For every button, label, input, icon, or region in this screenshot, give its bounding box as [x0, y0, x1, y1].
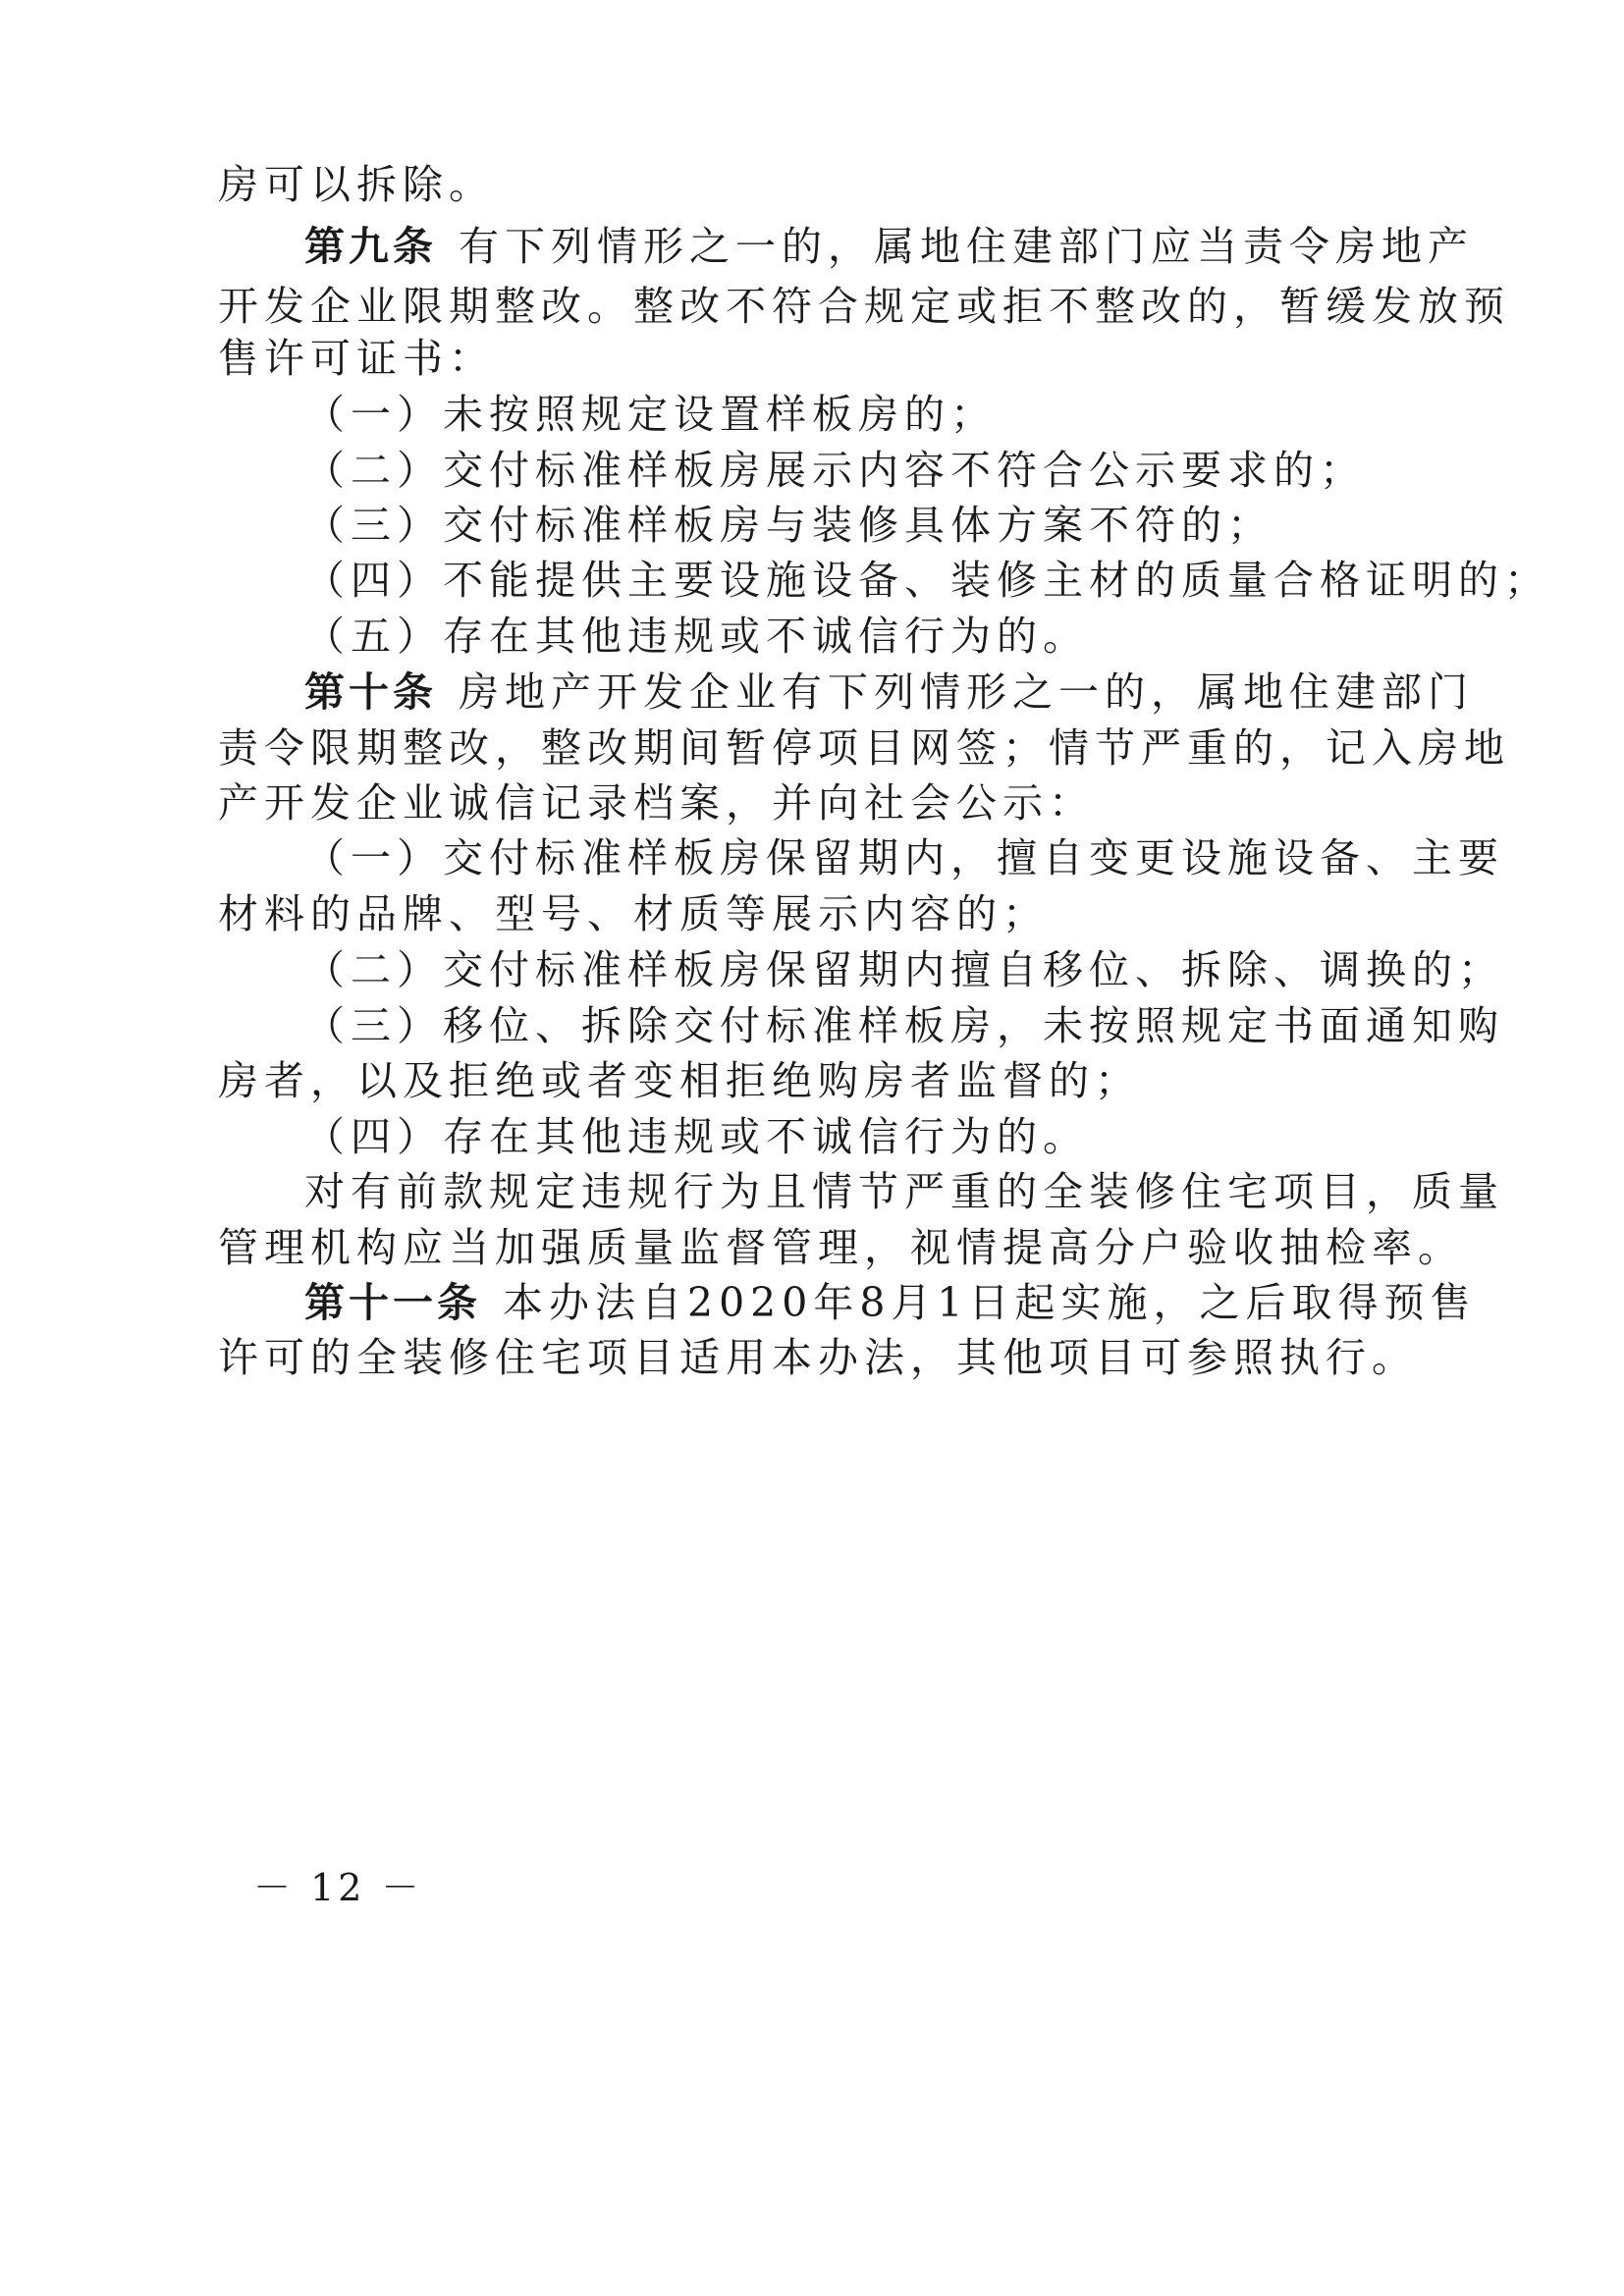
article-10-item-4: （四）存在其他违规或不诚信行为的。 [304, 1113, 1089, 1160]
article-10-line-3: 产开发企业诚信记录档案，并向社会公示： [218, 779, 1095, 827]
article-9-item-3: （三）交付标准样板房与装修具体方案不符的； [304, 502, 1273, 549]
article-10-item-2: （二）交付标准样板房保留期内擅自移位、拆除、调换的； [304, 946, 1504, 993]
article-10-line-2: 责令限期整改，整改期间暂停项目网签；情节严重的，记入房地 [218, 724, 1510, 772]
article-9-item-5: （五）存在其他违规或不诚信行为的。 [304, 613, 1089, 660]
article-11-heading: 第十一条 [304, 1279, 481, 1326]
page-number: － 12 － [253, 1866, 423, 1909]
article-11-line-1 [304, 1278, 1477, 1327]
article-10-heading: 第十条 [304, 668, 437, 716]
article-11-line-2: 许可的全装修住宅项目适用本办法，其他项目可参照执行。 [218, 1334, 1418, 1381]
article-9-line-2: 开发企业限期整改。整改不符合规定或拒不整改的，暂缓发放预 [218, 283, 1510, 330]
article-9-heading: 第九条 [304, 223, 437, 270]
article-10-item-1-line-2: 材料的品牌、型号、材质等展示内容的； [218, 890, 1049, 937]
article-9-item-4: （四）不能提供主要设施设备、装修主材的质量合格证明的； [304, 557, 1550, 604]
article-10-item-1-line-1: （一）交付标准样板房保留期内，擅自变更设施设备、主要 [304, 834, 1504, 881]
paragraph-line: 房可以拆除。 [218, 161, 495, 208]
article-10-line-1 [304, 667, 1474, 717]
article-11-text: 本办法自2020年8月1日起实施，之后取得预售 [503, 1279, 1477, 1326]
article-9-item-2: （二）交付标准样板房展示内容不符合公示要求的； [304, 447, 1366, 494]
article-10-item-3-line-2: 房者，以及拒绝或者变相拒绝购房者监督的； [218, 1057, 1141, 1104]
article-9-line-1 [304, 222, 1474, 271]
article-10-note-line-1: 对有前款规定违规行为且情节严重的全装修住宅项目，质量 [304, 1168, 1504, 1215]
article-10-text: 房地产开发企业有下列情形之一的，属地住建部门 [459, 668, 1474, 716]
article-9-item-1: （一）未按照规定设置样板房的； [304, 391, 997, 438]
article-10-item-3-line-1: （三）移位、拆除交付标准样板房，未按照规定书面通知购 [304, 1002, 1504, 1049]
article-9-text: 有下列情形之一的，属地住建部门应当责令房地产 [459, 223, 1474, 270]
article-9-line-3: 售许可证书： [218, 335, 495, 382]
article-10-note-line-2: 管理机构应当加强质量监督管理，视情提高分户验收抽检率。 [218, 1224, 1464, 1271]
